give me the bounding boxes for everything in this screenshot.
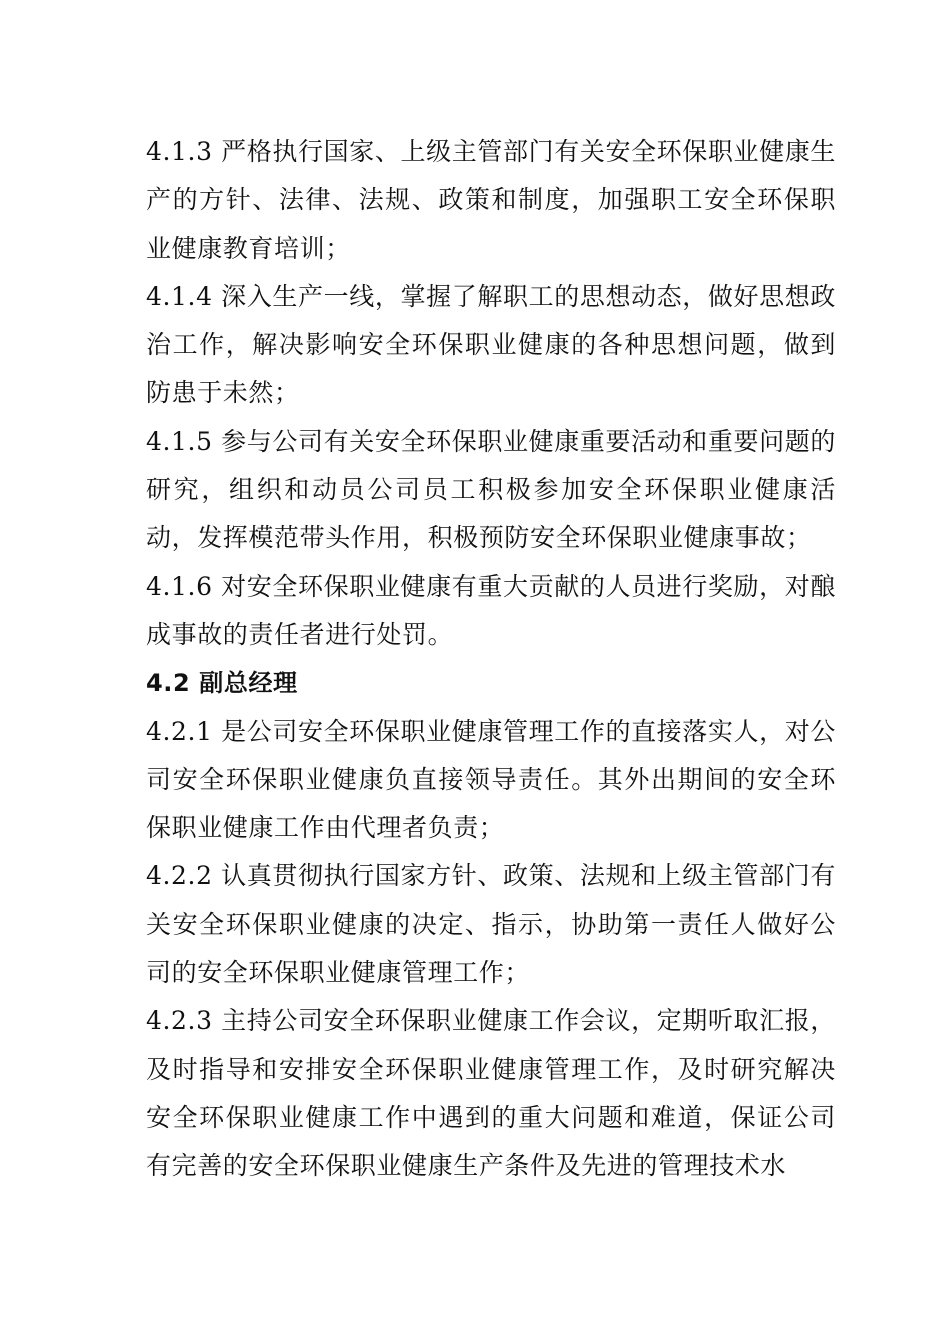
section-heading: 4.2 副总经理 [146, 669, 298, 698]
clause-4-2-2: 4.2.2 认真贯彻执行国家方针、政策、法规和上级主管部门有关安全环保职业健康的决定、指示，协助第一责任人做好公司的安全环保职业健康管理工作； [146, 861, 836, 988]
clause-4-2-1: 4.2.1 是公司安全环保职业健康管理工作的直接落实人，对公司安全环保职业健康负直接领导责任。其外出期间的安全环保职业健康工作由代理者负责； [146, 716, 836, 843]
clause-4-1-4: 4.1.4 深入生产一线，掌握了解职工的思想动态，做好思想政治工作，解决影响安全环保职业健康的各种思想问题，做到防患于未然； [146, 281, 836, 408]
clause-4-1-5: 4.1.5 参与公司有关安全环保职业健康重要活动和重要问题的研究，组织和动员公司员工积极参加安全环保职业健康活动，发挥模范带头作用，积极预防安全环保职业健康事故； [146, 426, 836, 553]
document-page [146, 128, 836, 1191]
clause-4-1-6: 4.1.6 对安全环保职业健康有重大贡献的人员进行奖励，对酿成事故的责任者进行处罚。 [146, 571, 836, 649]
clause-4-2-3: 4.2.3 主持公司安全环保职业健康工作会议，定期听取汇报，及时指导和安排安全环保职业健康管理工作，及时研究解决安全环保职业健康工作中遇到的重大问题和难道，保证公司有完善的安全环保职业健康生产条件及先进的管理技术水 [146, 1006, 836, 1181]
clause-4-1-3: 4.1.3 严格执行国家、上级主管部门有关安全环保职业健康生产的方针、法律、法规、政策和制度，加强职工安全环保职业健康教育培训； [146, 137, 836, 263]
